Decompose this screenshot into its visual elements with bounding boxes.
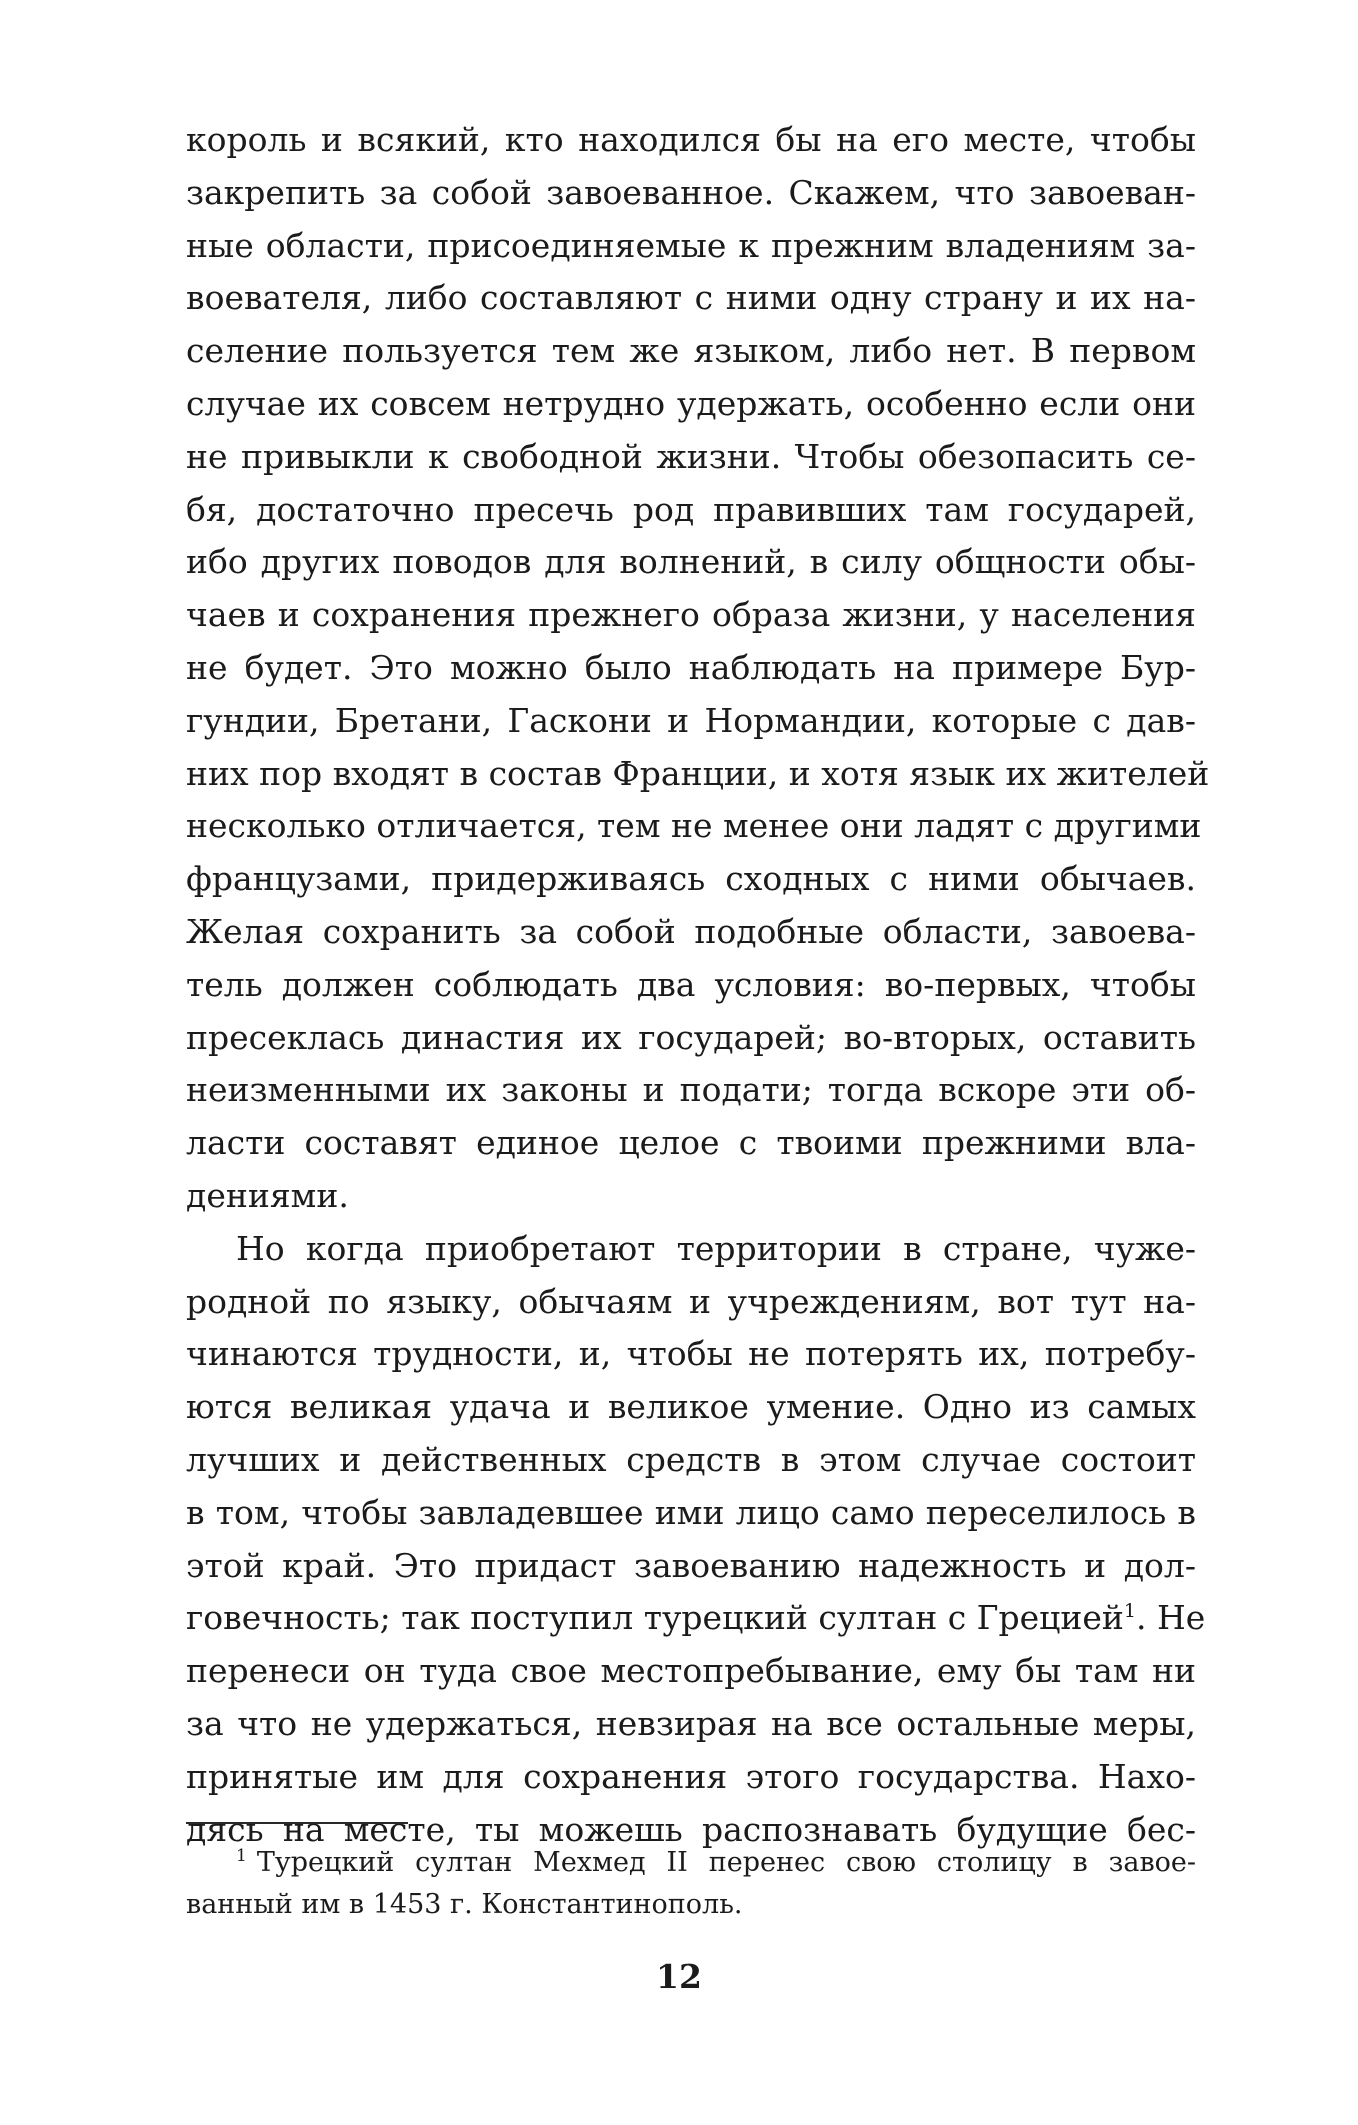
text-line: лучших и действенных средств в этом случае состоит [186,1439,1196,1479]
text-line: бя, достаточно пресечь род правивших там государей, [186,489,1196,529]
footnote-line: ванный им в 1453 г. Константинополь. [186,1889,743,1920]
footnote-marker: 1 [236,1846,247,1866]
text-line: не привыкли к свободной жизни. Чтобы обезопасить се- [186,436,1196,476]
text-line: несколько отличается, тем не менее они ладят с другими [186,806,1202,846]
text-segment: . Не [1136,1598,1206,1638]
text-line: Желая сохранить за собой подобные области, завоева- [186,911,1196,951]
text-line: Но когда приобретают территории в стране, чуже- [236,1228,1196,1268]
text-line: в том, чтобы завладевшее ими лицо само переселилось в [186,1492,1196,1532]
text-line: тель должен соблюдать два условия: во-первых, чтобы [186,964,1196,1004]
text-line: король и всякий, кто находился бы на его месте, чтобы [186,120,1196,159]
text-line: не будет. Это можно было наблюдать на примере Бур- [186,647,1196,687]
text-line-with-footnote-ref [186,1592,1206,1645]
text-line: французами, придерживаясь сходных с ними обычаев. [186,859,1196,899]
footnote-divider [186,1822,408,1824]
text-line: воевателя, либо составляют с ними одну страну и их на- [186,278,1196,318]
text-line: перенеси он туда свое местопребывание, ему бы там ни [186,1651,1196,1691]
text-line: ибо других поводов для волнений, в силу общности обы- [186,542,1196,582]
footnote-reference[interactable]: 1 [1123,1600,1136,1623]
text-line: этой край. Это придаст завоеванию надежность и дол- [186,1545,1196,1585]
paragraph-1 [186,114,1210,1223]
text-line: неизменными их законы и подати; тогда вскоре эти об- [186,1070,1196,1110]
text-line: закрепить за собой завоеванное. Скажем, что завоеван- [186,172,1196,212]
text-line: чинаются трудности, и, чтобы не потерять их, потребу- [186,1334,1196,1374]
main-text [186,114,1210,1856]
text-line: ные области, присоединяемые к прежним владениям за- [186,225,1196,265]
page-number: 12 [656,1957,702,1996]
text-line: дясь на месте, ты можешь распознавать будущие бес- [186,1809,1196,1849]
text-line: ласти составят единое целое с твоими прежними вла- [186,1123,1196,1163]
text-line: них пор входят в состав Франции, и хотя язык их жителей [186,753,1210,793]
text-line: пресеклась династия их государей; во-вторых, оставить [186,1017,1196,1057]
paragraph-2 [186,1223,1206,1857]
text-line: гундии, Бретани, Гаскони и Нормандии, которые с дав- [186,700,1196,740]
footnote-line [186,1842,1196,1884]
text-segment: говечность; так поступил турецкий султан с Грецией [186,1598,1124,1638]
text-line: за что не удержаться, невзирая на все остальные меры, [186,1703,1196,1743]
text-line: селение пользуется тем же языком, либо нет. В первом [186,331,1196,371]
text-line: ются великая удача и великое умение. Одно из самых [186,1387,1196,1427]
text-line: случае их совсем нетрудно удержать, особенно если они [186,383,1196,423]
footnote-text: Турецкий султан Мехмед II перенес свою столицу в завое- [256,1847,1196,1878]
text-line: родной по языку, обычаям и учреждениям, вот тут на- [186,1281,1196,1321]
text-line: чаев и сохранения прежнего образа жизни, у населения [186,595,1196,635]
text-line: принятые им для сохранения этого государства. Нахо- [186,1756,1196,1796]
footnote [186,1842,1196,1926]
text-line: дениями. [186,1175,349,1215]
